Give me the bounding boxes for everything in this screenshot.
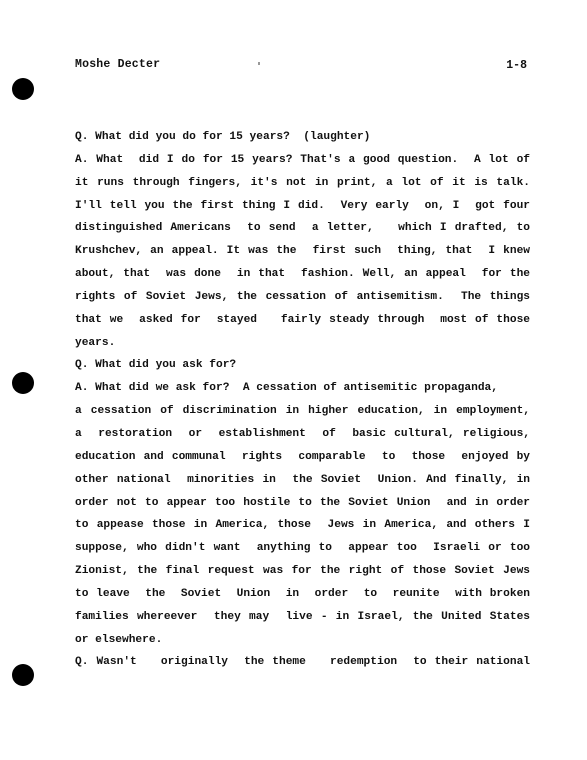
transcript-line: A. What did I do for 15 years? That's a good question. A lot of — [75, 153, 530, 166]
transcript-line: Krushchev, an appeal. It was the first such thing, that I knew — [75, 245, 530, 258]
transcript-line: a restoration or establishment of basic cultural, religious, — [75, 427, 530, 440]
transcript-line: to appease those in America, those Jews in America, and others I — [75, 519, 530, 532]
transcript-line: Q. Wasn't originally the theme redemption to their national — [75, 656, 530, 669]
transcript-line: rights of Soviet Jews, the cessation of antisemitism. The things — [75, 290, 530, 303]
transcript-line: Q. What did you ask for? — [75, 359, 237, 372]
transcript-line: to leave the Soviet Union in order to reunite with broken — [75, 587, 530, 600]
transcript-line: distinguished Americans to send a letter, which I drafted, to — [75, 222, 530, 235]
transcript-line: suppose, who didn't want anything to appear too Israeli or too — [75, 542, 530, 555]
transcript-line: A. What did we ask for? A cessation of antisemitic propaganda, — [75, 382, 498, 395]
transcript-line: families whereever they may live - in Israel, the United States — [75, 610, 530, 623]
transcript-line: it runs through fingers, it's not in print, a lot of it is talk. — [75, 176, 530, 189]
scan-speck — [258, 62, 260, 65]
interviewee-name: Moshe Decter — [75, 58, 161, 71]
transcript-line: order not to appear too hostile to the Soviet Union and in order — [75, 496, 530, 509]
transcript-line: Zionist, the final request was for the right of those Soviet Jews — [75, 565, 530, 578]
page-number: 1-8 — [506, 59, 527, 72]
transcript-line: Q. What did you do for 15 years? (laughter) — [75, 131, 371, 143]
transcript-line: about, that was done in that fashion. Well, an appeal for the — [75, 268, 530, 281]
transcript-line: that we asked for stayed fairly steady through most of those — [75, 313, 530, 326]
punch-hole — [12, 664, 34, 686]
transcript-line: other national minorities in the Soviet Union. And finally, in — [75, 473, 530, 486]
punch-hole — [12, 78, 34, 100]
transcript-line: I'll tell you the first thing I did. Very early on, I got four — [75, 199, 530, 212]
punch-hole — [12, 372, 34, 394]
transcript-line: a cessation of discrimination in higher education, in employment, — [75, 405, 530, 418]
transcript-line: or elsewhere. — [75, 633, 163, 646]
transcript-body — [75, 126, 530, 674]
transcript-line: years. — [75, 336, 116, 349]
transcript-line: education and communal rights comparable to those enjoyed by — [75, 450, 530, 463]
